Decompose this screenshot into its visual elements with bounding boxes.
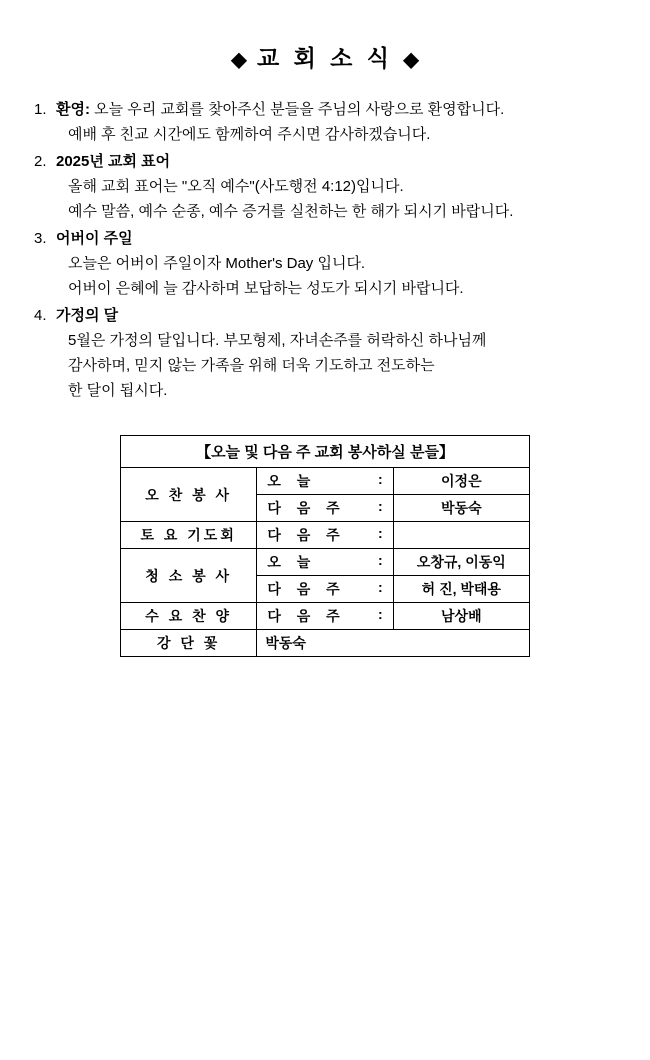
announcement-line: 감사하며, 믿지 않는 가족을 위해 더욱 기도하고 전도하는 bbox=[68, 357, 435, 374]
table-header-row bbox=[121, 436, 530, 468]
table-row bbox=[121, 630, 530, 657]
colon: : bbox=[377, 552, 383, 568]
table-row bbox=[121, 549, 530, 576]
announcement-line: 예배 후 친교 시간에도 함께하여 주시면 감사하겠습니다. bbox=[68, 126, 431, 143]
announcement-item-1 bbox=[34, 97, 626, 147]
announcement-body bbox=[34, 174, 626, 224]
announcement-heading-text: 2025년 교회 표어 bbox=[56, 153, 171, 170]
announcement-heading bbox=[34, 149, 626, 174]
announcement-list bbox=[0, 97, 650, 403]
announcement-body bbox=[34, 251, 626, 301]
announcement-line: 한 달이 됩시다. bbox=[68, 382, 168, 399]
duty-person bbox=[393, 522, 529, 549]
document-page bbox=[0, 40, 650, 1060]
table-row bbox=[121, 468, 530, 495]
duty-when-text: 다 음 주 bbox=[267, 527, 346, 543]
duty-when-text: 오 늘 bbox=[267, 473, 317, 489]
duty-category: 토 요 기도회 bbox=[121, 522, 257, 549]
duty-when bbox=[257, 549, 393, 576]
table-row bbox=[121, 603, 530, 630]
announcement-heading-text: 가정의 달 bbox=[56, 307, 119, 324]
duty-category: 수 요 찬 양 bbox=[121, 603, 257, 630]
announcement-item-2 bbox=[34, 149, 626, 224]
duty-category: 오 찬 봉 사 bbox=[121, 468, 257, 522]
announcement-heading-text: 환영: bbox=[56, 101, 90, 118]
announcement-line: 5월은 가정의 달입니다. 부모형제, 자녀손주를 허락하신 하나님께 bbox=[68, 332, 487, 349]
colon: : bbox=[377, 498, 383, 514]
announcement-line: 오늘은 어버이 주일이자 Mother's Day 입니다. bbox=[68, 255, 366, 272]
duty-when bbox=[257, 468, 393, 495]
duty-when-text: 다 음 주 bbox=[267, 608, 346, 624]
duty-when-text: 다 음 주 bbox=[267, 581, 346, 597]
page-title bbox=[0, 40, 650, 73]
announcement-number: 2. bbox=[34, 153, 47, 170]
announcement-line: 올해 교회 표어는 "오직 예수"(사도행전 4:12)입니다. bbox=[68, 178, 404, 195]
colon: : bbox=[377, 606, 383, 622]
duty-when bbox=[257, 522, 393, 549]
announcement-item-3 bbox=[34, 226, 626, 301]
announcement-body bbox=[34, 122, 626, 147]
announcement-number: 1. bbox=[34, 101, 47, 118]
page-title-text: 교 회 소 식 bbox=[256, 45, 394, 71]
diamond-left-icon: ◆ bbox=[231, 49, 247, 71]
announcement-heading-text: 어버이 주일 bbox=[56, 230, 133, 247]
duty-category: 강 단 꽃 bbox=[121, 630, 257, 657]
duty-person: 이정은 bbox=[393, 468, 529, 495]
announcement-body bbox=[34, 328, 626, 403]
duty-when bbox=[257, 576, 393, 603]
duty-when bbox=[257, 603, 393, 630]
table-row bbox=[121, 522, 530, 549]
announcement-number: 3. bbox=[34, 230, 47, 247]
duty-table bbox=[120, 435, 530, 657]
duty-when-text: 오 늘 bbox=[267, 554, 317, 570]
announcement-line: 어버이 은혜에 늘 감사하며 보답하는 성도가 되시기 바랍니다. bbox=[68, 280, 464, 297]
duty-when-text: 다 음 주 bbox=[267, 500, 346, 516]
announcement-item-4 bbox=[34, 303, 626, 403]
duty-person: 남상배 bbox=[393, 603, 529, 630]
announcement-line: 예수 말씀, 예수 순종, 예수 증거를 실천하는 한 해가 되시기 바랍니다. bbox=[68, 203, 514, 220]
duty-person: 오창규, 이동익 bbox=[393, 549, 529, 576]
announcement-heading bbox=[34, 226, 626, 251]
announcement-heading bbox=[34, 97, 626, 122]
duty-category: 청 소 봉 사 bbox=[121, 549, 257, 603]
announcement-heading-rest: 오늘 우리 교회를 찾아주신 분들을 주님의 사랑으로 환영합니다. bbox=[89, 101, 505, 118]
announcement-heading bbox=[34, 303, 626, 328]
duty-table-title: 【오늘 및 다음 주 교회 봉사하실 분들】 bbox=[121, 436, 530, 468]
duty-person: 박동숙 bbox=[393, 495, 529, 522]
announcement-number: 4. bbox=[34, 307, 47, 324]
duty-when bbox=[257, 495, 393, 522]
colon: : bbox=[377, 471, 383, 487]
colon: : bbox=[377, 525, 383, 541]
colon: : bbox=[377, 579, 383, 595]
duty-person: 박동숙 bbox=[257, 630, 530, 657]
diamond-right-icon: ◆ bbox=[403, 49, 419, 71]
duty-person: 허 진, 박태용 bbox=[393, 576, 529, 603]
